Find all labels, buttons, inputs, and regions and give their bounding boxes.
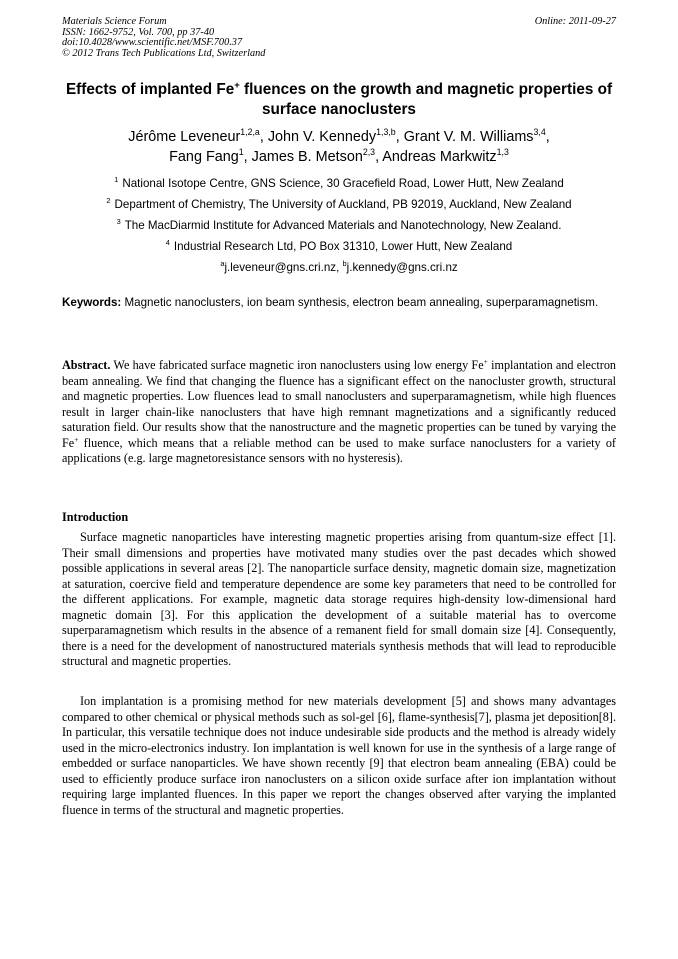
author-name: John V. Kennedy [267, 129, 377, 145]
section-heading-introduction: Introduction [62, 510, 129, 524]
affiliation-text: National Isotope Centre, GNS Science, 30 Gracefield Road, Lower Hutt, New Zealand [122, 177, 564, 190]
title-part-2: fluences on the growth and magnetic properties of surface nanoclusters [239, 81, 613, 118]
keywords-text: Magnetic nanoclusters, ion beam synthesis, electron beam annealing, superparamagnetism. [121, 296, 599, 309]
author-affiliation-marker: 3,4 [533, 127, 546, 137]
affiliation-text: Department of Chemistry, The University of Auckland, PB 92019, Auckland, New Zealand [114, 198, 572, 211]
author-affiliation-marker: 1,3,b [376, 127, 396, 137]
issn: ISSN: 1662-9752, Vol. 700, pp 37-40 [62, 26, 215, 38]
author [382, 149, 509, 165]
title-superscript: + [234, 80, 240, 91]
author-affiliation-marker: 1 [238, 147, 244, 157]
author-name: Fang Fang [169, 149, 239, 165]
author-separator: , [545, 129, 550, 145]
author-separator: , [243, 149, 252, 165]
keywords-label: Keywords: [62, 296, 122, 309]
affiliation [62, 240, 616, 254]
title-part-1: Effects of implanted Fe [65, 81, 235, 98]
author-separator: , [375, 149, 383, 165]
affiliation [62, 198, 616, 212]
paragraph: Ion implantation is a promising method for new materials development [5] and shows many advantages compared to other chemical or physical methods such as sol-gel [6], flame-synthesis[7], plasma jet deposition[8]. In particular, this versatile technique does not induce undesirable side products and the method is already widely used in the micro-electronics industry. Ion implantation is well known for use in the synthesis of a large range of embedded or surface nanoparticles. We have shown recently [9] that electron beam annealing (EBA) could be used to efficiently produce surface iron nanoclusters on a silicon oxide surface after ion implantation without requiring large implanted fluences. In this paper we report the changes observed after varying the implanted fluence in terms of the structural and magnetic properties. [62, 694, 616, 817]
abstract-label: Abstract. [62, 358, 111, 372]
abstract-text: We have fabricated surface magnetic iron nanoclusters using low energy Fe [110, 358, 484, 372]
affiliation-text: Industrial Research Ltd, PO Box 31310, Lower Hutt, New Zealand [173, 240, 513, 253]
author-name: Andreas Markwitz [382, 149, 497, 165]
author-name: Jérôme Leveneur [128, 129, 241, 145]
paper-title [62, 80, 616, 120]
keywords [62, 296, 616, 311]
author-list [62, 127, 616, 167]
author-affiliation-marker: 1,2,a [240, 127, 260, 137]
affiliation [62, 219, 616, 233]
author [252, 149, 383, 165]
affiliation-number: 1 [114, 175, 119, 184]
abstract [62, 358, 616, 467]
email-a[interactable]: j.leveneur@gns.cri.nz, [224, 261, 343, 274]
journal-name: Materials Science Forum [62, 16, 167, 27]
abstract-text: implantation and electron beam annealing. We find that changing the fluence has a significant effect on the nanocluster growth, structural and magnetic properties. Low fluences lead to small nanoclusters and superparamagnetism, while high fluences result in larger chain-like nanoclusters that have high remnant magnetizations and a significantly reduced saturation field. Our results show that the nanostructure and the magnetic properties can be tuned by varying the Fe [62, 358, 617, 450]
paragraph: Surface magnetic nanoparticles have interesting magnetic properties arising from quantum-size effect [1]. Their small dimensions and properties have motivated many studies over the past decades which showed possible applications in several areas [2]. The nanoparticle surface density, magnetic domain size, magnetization at saturation, coercive field and temperature dependence are some key parameters that need to be controlled for the different applications. For example, magnetic data storage requires high-density low-dimensional hard magnetic domain [3]. For this application the development of a suitable material has to overcome superparamagnetism which results in the absence of a remanent field for small domain size [4]. Consequently, there is a need for the development of nanostructured materials synthesis methods that will lead to reproducible structural and magnetic properties. [62, 530, 616, 668]
author-emails [62, 261, 616, 275]
affiliation-text: The MacDiarmid Institute for Advanced Materials and Nanotechnology, New Zealand. [124, 219, 562, 232]
publication-info [62, 17, 265, 59]
author-name: Grant V. M. Williams [403, 129, 534, 145]
author-affiliation-marker: 2,3 [362, 147, 376, 157]
author [404, 129, 550, 145]
author-affiliation-marker: 1,3 [496, 147, 509, 157]
author [128, 129, 268, 145]
abstract-text: fluence, which means that a reliable method can be used to make surface nanoclusters for a variety of applications (e.g. large magnetoresistance sensors with no hysteresis). [62, 435, 616, 465]
affiliation [62, 177, 616, 191]
online-date: Online: 2011-09-27 [534, 16, 616, 27]
author [169, 149, 252, 165]
email-b[interactable]: j.kennedy@gns.cri.nz [346, 261, 458, 274]
author-separator: , [259, 129, 268, 145]
affiliation-number: 2 [106, 196, 111, 205]
email-marker-a: a [220, 259, 225, 268]
author-name: James B. Metson [251, 149, 363, 165]
abstract-superscript: + [74, 434, 79, 444]
affiliation-number: 4 [165, 238, 170, 247]
affiliation-number: 3 [116, 217, 121, 226]
author [268, 129, 404, 145]
doi: doi:10.4028/www.scientific.net/MSF.700.37 [62, 37, 243, 48]
author-separator: , [395, 129, 404, 145]
email-marker-b: b [342, 259, 347, 268]
copyright: © 2012 Trans Tech Publications Ltd, Switzerland [62, 47, 266, 59]
abstract-superscript: + [483, 357, 488, 366]
